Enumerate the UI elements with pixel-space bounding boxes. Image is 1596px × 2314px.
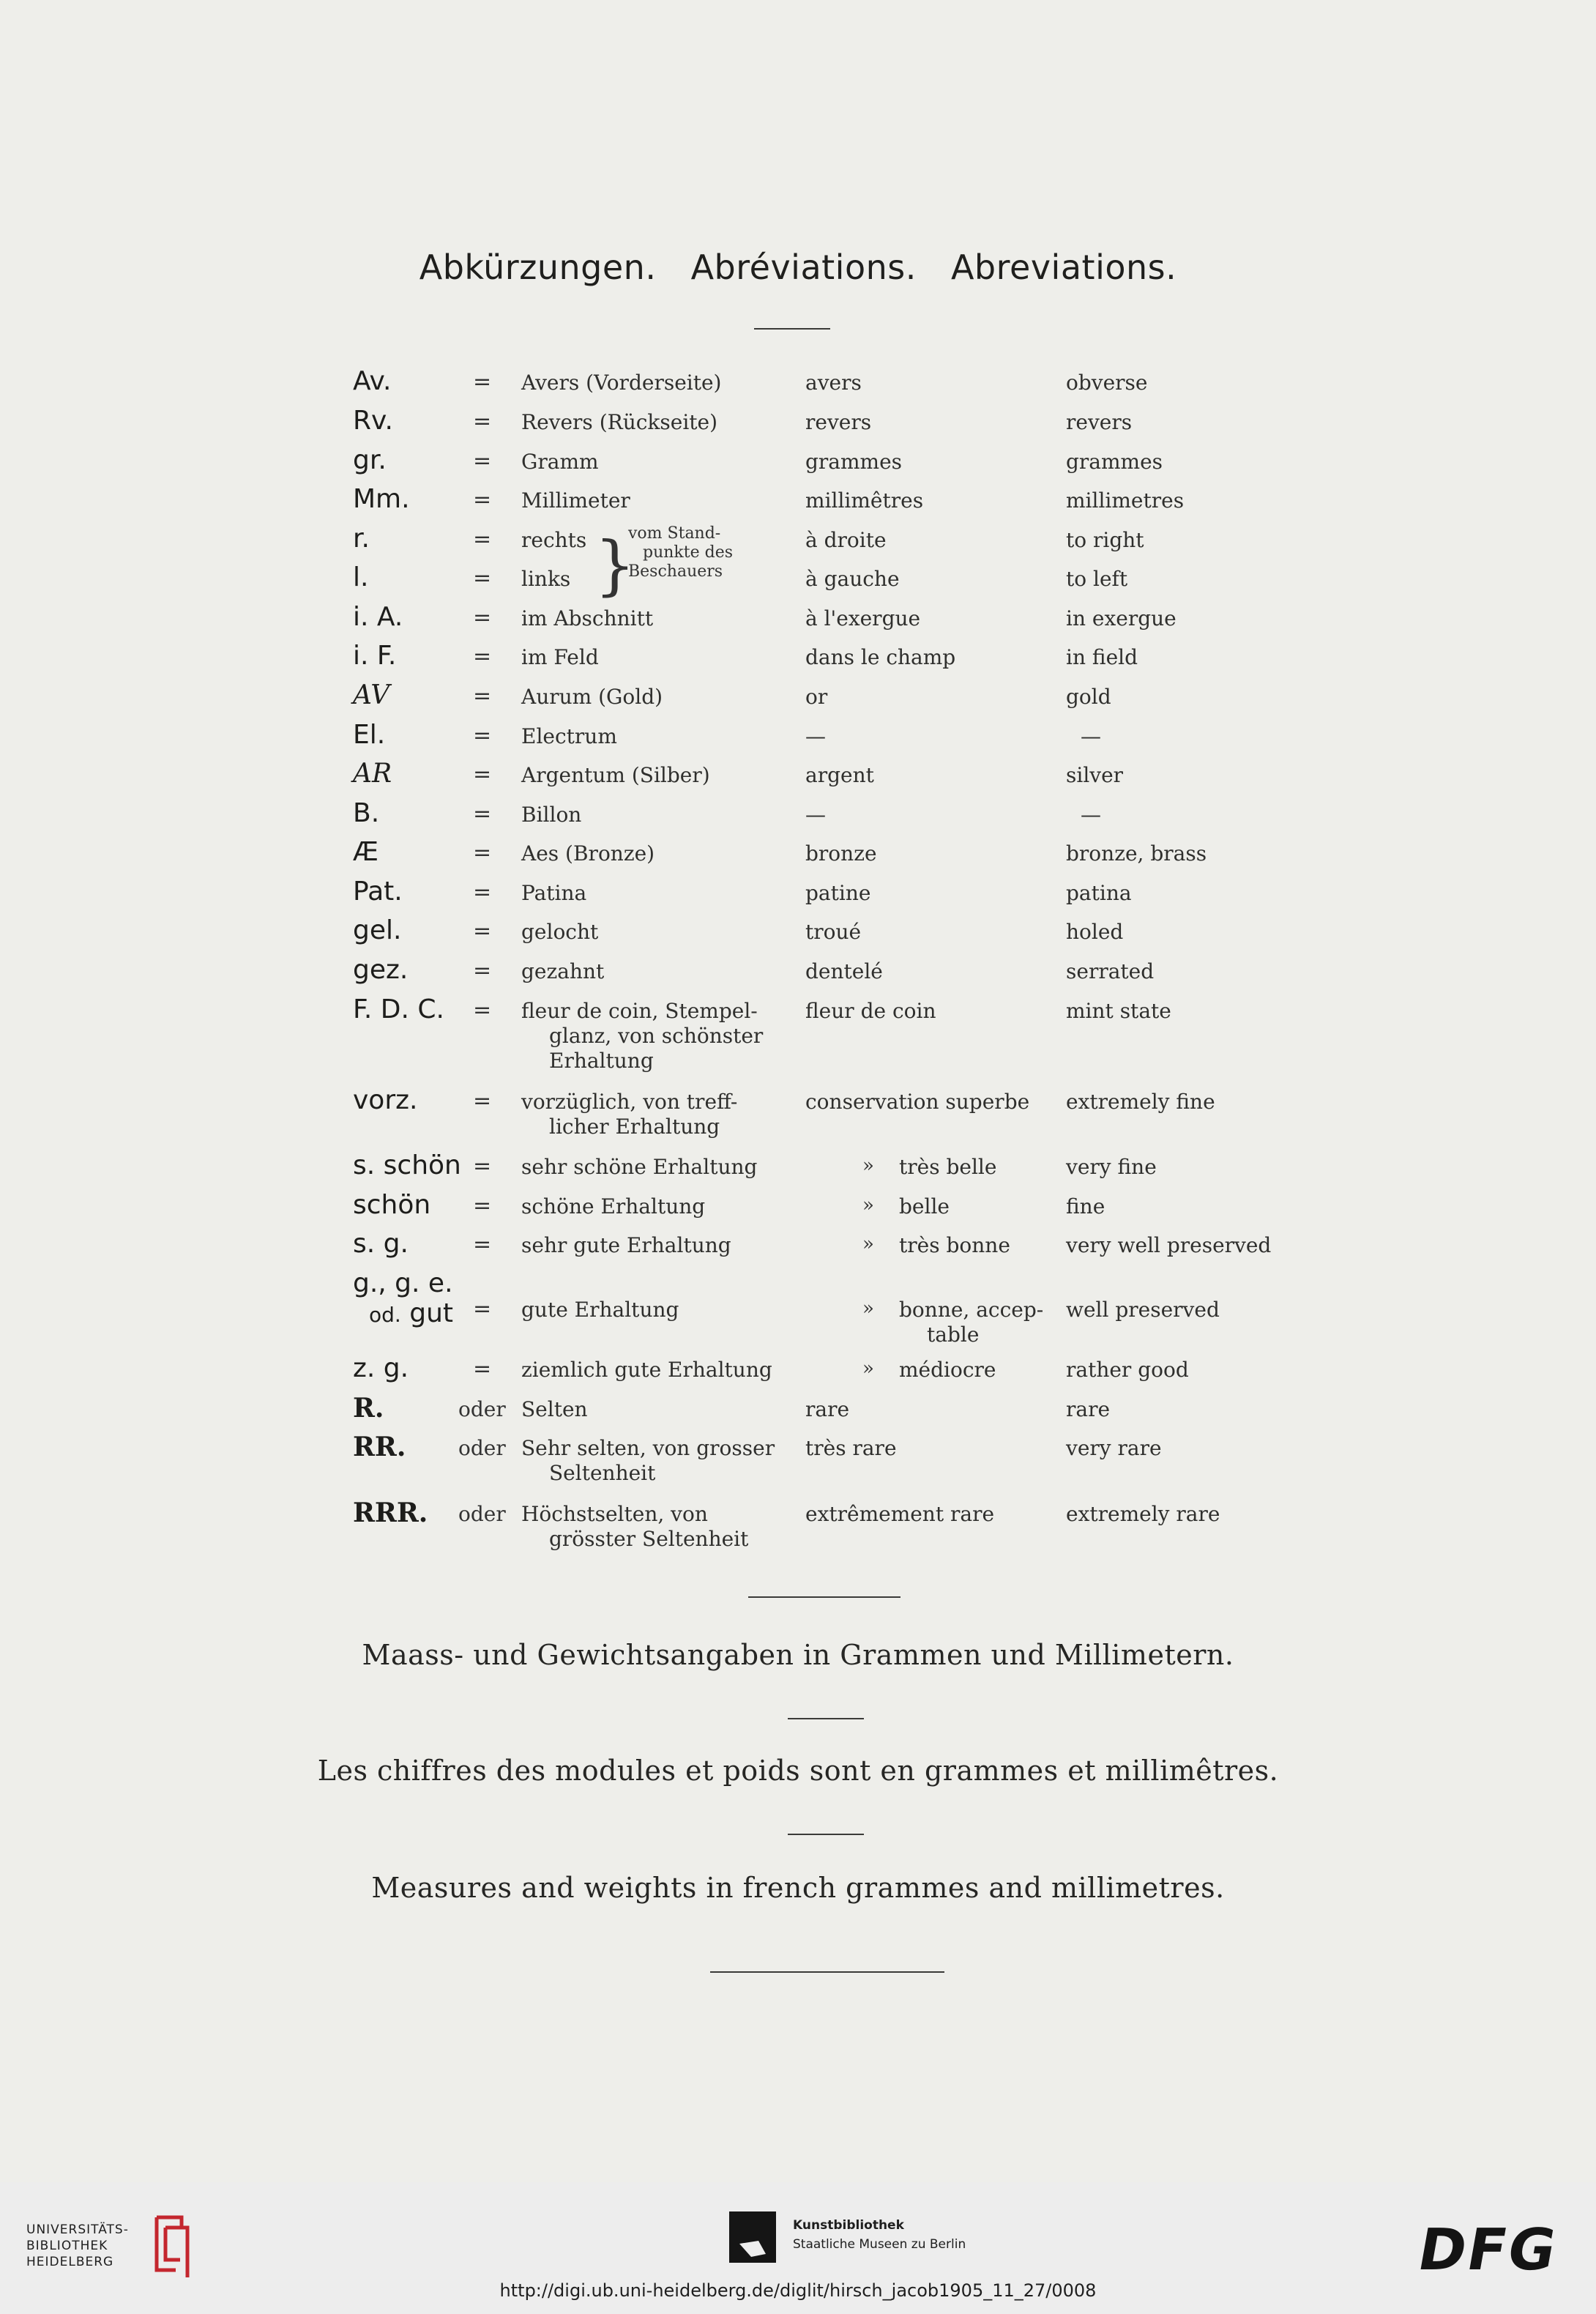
german-cell <box>521 1090 792 1139</box>
english-cell: extremely fine <box>1066 1090 1215 1114</box>
english-cell: in field <box>1066 645 1138 669</box>
german-cell: im Feld <box>521 645 599 669</box>
abbr-cell: AR <box>353 759 392 789</box>
ditto-mark: » <box>862 1194 874 1216</box>
oder-label: oder <box>458 1436 506 1460</box>
french-cell: très belle <box>899 1155 997 1179</box>
kunstbibliothek-icon <box>729 2211 776 2263</box>
abbr-cell-line: gut <box>409 1298 454 1328</box>
equals-sign: = <box>473 565 492 591</box>
german-cell: gelocht <box>521 920 599 944</box>
french-cell: argent <box>805 763 874 787</box>
abbr-cell: F. D. C. <box>353 994 444 1024</box>
logo-line: HEIDELBERG <box>26 2255 114 2269</box>
english-cell: very fine <box>1066 1155 1157 1179</box>
english-cell: well preserved <box>1066 1298 1220 1322</box>
english-cell: serrated <box>1066 959 1155 983</box>
section-divider <box>788 1718 864 1719</box>
viewer-footer <box>0 2182 1596 2314</box>
english-cell: rather good <box>1066 1358 1189 1382</box>
german-cell: Avers (Vorderseite) <box>521 371 722 395</box>
german-cell-line: Höchstselten, von <box>521 1502 708 1526</box>
viewpoint-note-line: vom Stand- <box>628 524 721 543</box>
measures-note-german: Maass- und Gewichtsangaben in Grammen und Millimetern. <box>362 1639 1234 1671</box>
french-cell: or <box>805 685 828 709</box>
permalink-url[interactable]: http://digi.ub.uni-heidelberg.de/diglit/hirsch_jacob1905_11_27/0008 <box>499 2280 1097 2301</box>
german-cell <box>521 999 792 1074</box>
abbr-cell: El. <box>353 720 386 750</box>
french-cell: dentelé <box>805 959 883 983</box>
abbr-cell-line: od. <box>369 1303 401 1327</box>
french-cell-line: bonne, accep- <box>899 1298 1044 1322</box>
abbr-cell: Av. <box>353 366 392 396</box>
abbr-cell: B. <box>353 798 380 828</box>
equals-sign: = <box>473 487 492 513</box>
german-cell: Argentum (Silber) <box>521 763 710 787</box>
equals-sign: = <box>473 1193 492 1219</box>
french-cell <box>899 1298 1043 1347</box>
german-cell: Aurum (Gold) <box>521 685 663 709</box>
equals-sign: = <box>473 1356 492 1382</box>
equals-sign: = <box>473 605 492 630</box>
abbr-cell: i. F. <box>353 641 397 671</box>
abbr-cell: Æ <box>353 837 379 867</box>
equals-sign: = <box>473 1232 492 1257</box>
ditto-mark: » <box>862 1233 874 1255</box>
german-cell: sehr schöne Erhaltung <box>521 1155 758 1179</box>
abbr-cell: vorz. <box>353 1085 418 1115</box>
german-cell: sehr gute Erhaltung <box>521 1233 731 1257</box>
french-cell: à droite <box>805 528 887 552</box>
equals-sign: = <box>473 1296 492 1322</box>
abbr-cell: z. g. <box>353 1353 409 1383</box>
equals-sign: = <box>473 409 492 434</box>
equals-sign: = <box>473 918 492 944</box>
equals-sign: = <box>473 997 492 1023</box>
english-cell: very well preserved <box>1066 1233 1272 1257</box>
abbr-cell: RRR. <box>353 1498 428 1528</box>
german-cell-line: glanz, von schönster <box>549 1024 764 1048</box>
oder-label: oder <box>458 1397 506 1421</box>
german-cell: Millimeter <box>521 488 630 513</box>
section-divider <box>788 1834 864 1835</box>
equals-sign: = <box>473 683 492 709</box>
equals-sign: = <box>473 448 492 474</box>
curly-brace: } <box>594 527 635 603</box>
german-cell-line: Erhaltung <box>549 1049 654 1073</box>
abbr-cell: Rv. <box>353 406 393 436</box>
abbr-cell: Mm. <box>353 484 410 514</box>
english-cell: mint state <box>1066 999 1171 1023</box>
german-cell: ziemlich gute Erhaltung <box>521 1358 772 1382</box>
french-cell: médiocre <box>899 1358 996 1382</box>
abbr-cell: l. <box>353 562 369 592</box>
german-cell-line: grösster Seltenheit <box>549 1527 749 1551</box>
abbr-cell: RR. <box>353 1432 406 1462</box>
french-cell-line: table <box>927 1322 980 1347</box>
german-cell: gezahnt <box>521 959 605 983</box>
equals-sign: = <box>473 958 492 983</box>
abbr-cell: schön <box>353 1190 431 1220</box>
french-cell: bronze <box>805 841 877 866</box>
kb-subtitle: Staatliche Museen zu Berlin <box>793 2237 966 2252</box>
german-cell: Selten <box>521 1397 588 1421</box>
german-cell: Aes (Bronze) <box>521 841 655 866</box>
german-cell: Billon <box>521 803 582 827</box>
equals-sign: = <box>473 527 492 552</box>
english-cell: revers <box>1066 410 1133 434</box>
page-title <box>0 248 1596 287</box>
title-underline <box>754 328 830 330</box>
equals-sign: = <box>473 840 492 866</box>
equals-sign: = <box>473 762 492 787</box>
english-cell: bronze, brass <box>1066 841 1207 866</box>
english-cell: patina <box>1066 881 1132 905</box>
german-cell-line: fleur de coin, Stempel- <box>521 999 758 1023</box>
german-cell-line: vorzüglich, von treff- <box>521 1090 738 1114</box>
equals-sign: = <box>473 879 492 905</box>
french-cell: conservation superbe <box>805 1090 1030 1114</box>
french-cell: à gauche <box>805 567 900 591</box>
english-cell: extremely rare <box>1066 1502 1220 1526</box>
english-cell: grammes <box>1066 450 1163 474</box>
abbr-cell: i. A. <box>353 602 403 632</box>
german-cell-line: licher Erhaltung <box>549 1115 720 1139</box>
abbr-cell: r. <box>353 524 370 554</box>
german-cell <box>521 1436 792 1486</box>
german-cell <box>521 1502 792 1552</box>
university-library-name <box>26 2222 129 2270</box>
french-cell: très rare <box>805 1436 897 1460</box>
english-cell: rare <box>1066 1397 1111 1421</box>
title-english: Abreviations. <box>950 248 1177 287</box>
german-cell: rechts <box>521 528 587 552</box>
french-cell: dans le champ <box>805 645 956 669</box>
german-cell: links <box>521 567 571 591</box>
equals-sign: = <box>473 723 492 748</box>
english-cell: in exergue <box>1066 606 1177 630</box>
ditto-mark: » <box>862 1155 874 1177</box>
german-cell: Electrum <box>521 724 617 748</box>
measures-note-english: Measures and weights in french grammes and millimetres. <box>371 1872 1225 1904</box>
dfg-logo[interactable]: DFG <box>1413 2217 1562 2283</box>
abbr-cell <box>353 1268 453 1328</box>
abbr-cell: gr. <box>353 445 387 475</box>
english-cell: — <box>1081 724 1101 748</box>
french-cell: extrêmement rare <box>805 1502 995 1526</box>
university-logo-icon <box>143 2211 195 2279</box>
french-cell: troué <box>805 920 862 944</box>
french-cell: millimêtres <box>805 488 924 513</box>
kunstbibliothek-name <box>793 2216 966 2254</box>
measures-note-french: Les chiffres des modules et poids sont en grammes et millimêtres. <box>317 1755 1279 1787</box>
german-cell: Gramm <box>521 450 599 474</box>
equals-sign: = <box>473 1153 492 1179</box>
german-cell: Patina <box>521 881 587 905</box>
ditto-mark: » <box>862 1298 874 1320</box>
german-cell: gute Erhaltung <box>521 1298 679 1322</box>
french-cell: revers <box>805 410 872 434</box>
english-cell: silver <box>1066 763 1124 787</box>
french-cell: grammes <box>805 450 903 474</box>
logo-line: BIBLIOTHEK <box>26 2239 108 2253</box>
french-cell: patine <box>805 881 871 905</box>
english-cell: to right <box>1066 528 1144 552</box>
title-french: Abréviations. <box>690 248 917 287</box>
french-cell: rare <box>805 1397 850 1421</box>
german-cell-line: Sehr selten, von grosser <box>521 1436 775 1460</box>
french-cell: avers <box>805 371 862 395</box>
section-divider <box>748 1596 900 1598</box>
french-cell: — <box>805 803 826 827</box>
abbr-cell: AV <box>353 680 390 710</box>
equals-sign: = <box>473 644 492 669</box>
viewpoint-note-line: punkte des <box>643 543 733 562</box>
title-german: Abkürzungen. <box>419 248 657 287</box>
english-cell: fine <box>1066 1194 1105 1219</box>
english-cell: obverse <box>1066 371 1148 395</box>
equals-sign: = <box>473 801 492 827</box>
german-cell: schöne Erhaltung <box>521 1194 706 1219</box>
equals-sign: = <box>473 1088 492 1114</box>
abbr-cell: R. <box>353 1393 384 1424</box>
german-cell: im Abschnitt <box>521 606 654 630</box>
viewpoint-note <box>628 524 733 581</box>
english-cell: — <box>1081 803 1101 827</box>
abbr-cell: s. g. <box>353 1229 409 1259</box>
viewpoint-note-line: Beschauers <box>628 562 723 581</box>
english-cell: gold <box>1066 685 1111 709</box>
abbr-cell-line: g., g. e. <box>353 1268 453 1298</box>
french-cell: très bonne <box>899 1233 1010 1257</box>
logo-line: UNIVERSITÄTS- <box>26 2222 129 2237</box>
equals-sign: = <box>473 369 492 395</box>
english-cell: millimetres <box>1066 488 1185 513</box>
abbr-cell: gel. <box>353 915 402 945</box>
english-cell: to left <box>1066 567 1128 591</box>
abbr-cell: gez. <box>353 955 409 985</box>
french-cell: à l'exergue <box>805 606 921 630</box>
ditto-mark: » <box>862 1358 874 1380</box>
french-cell: — <box>805 724 826 748</box>
english-cell: very rare <box>1066 1436 1162 1460</box>
german-cell-line: Seltenheit <box>549 1461 656 1485</box>
english-cell: holed <box>1066 920 1124 944</box>
abbr-cell: Pat. <box>353 877 403 907</box>
german-cell: Revers (Rückseite) <box>521 410 718 434</box>
abbr-cell: s. schön <box>353 1150 461 1180</box>
french-cell: fleur de coin <box>805 999 936 1023</box>
french-cell: belle <box>899 1194 950 1219</box>
oder-label: oder <box>458 1502 506 1526</box>
end-rule <box>710 1971 944 1973</box>
kb-title: Kunstbibliothek <box>793 2218 904 2233</box>
